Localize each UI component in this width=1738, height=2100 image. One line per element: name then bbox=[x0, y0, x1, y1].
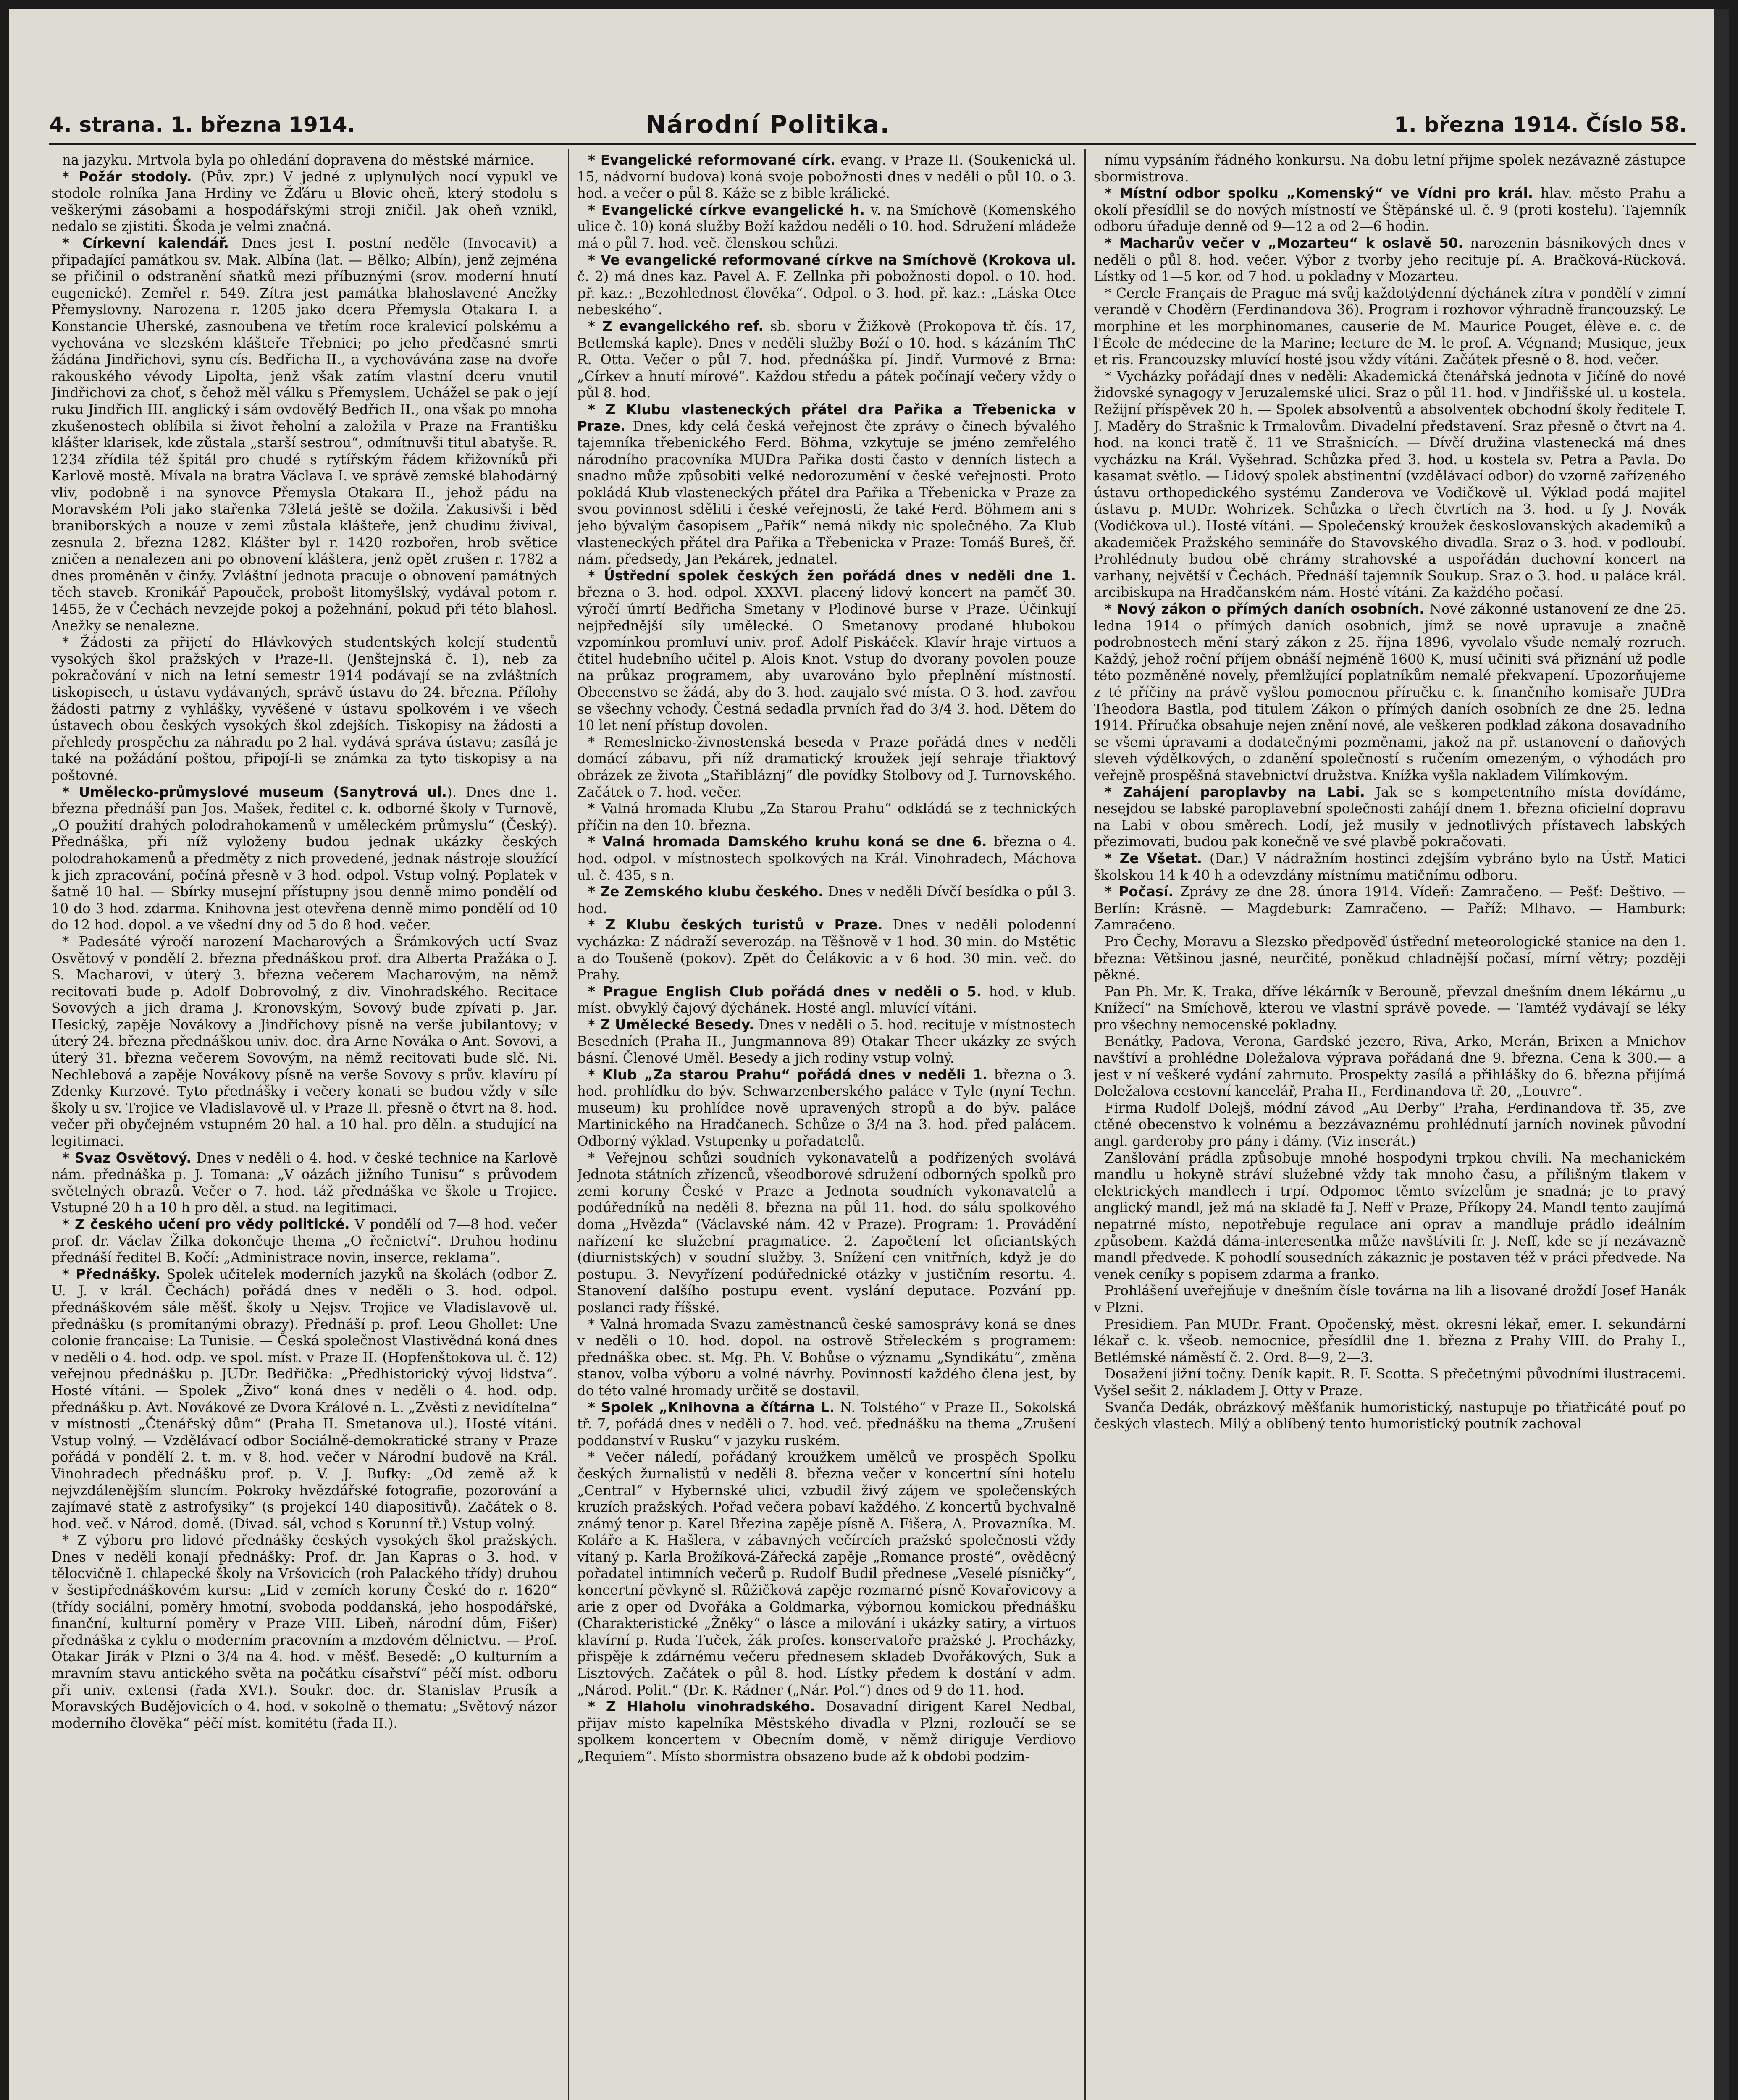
article-paragraph bbox=[1094, 185, 1686, 235]
scan-edge bbox=[1714, 9, 1729, 2100]
article-heading: * Valná hromada Damského kruhu koná se dne 6. bbox=[588, 834, 987, 850]
newspaper-page bbox=[9, 9, 1729, 2100]
article-paragraph bbox=[577, 252, 1076, 318]
article-paragraph: Zanšlování prádla způsobuje mnohé hospodyni trpkou chvíli. Na mechanickém mandlu u hokyně stráví služebné vždy tak mnoho času, a přílišným tlakem v elektrických mandlech i trpí. Odpomoc těmto svízelům je snadná; je to pravý anglický mandl, jež má na skladě fa J. Neff v Praze, Příkopy 24. Mandl tento zaujímá nepatrné místo, nepotřebuje regulace ani oprav a mandluje prádlo ideálním způsobem. Každá dáma-interesentka může navštíviti fr. J. Neff, kde se jí nezávazně mandl předvede. K pohodlí sousedních zákaznic je postaven též v práci předvede. Na venek ceníky s popisem zdarma a franko. bbox=[1094, 1150, 1686, 1282]
article-body: hlav. město Prahu a okolí přesídlil se do nových místností ve Štěpánské ul. č. 9 (proti kostelu). Tajemník odboru úřaduje denně od 9—12 a od 2—6 hodin. bbox=[1094, 185, 1686, 235]
article-paragraph bbox=[51, 1216, 557, 1266]
article-paragraph: Dosažení jižní točny. Deník kapit. R. F. Scotta. S přečetnými původními ilustracemi. Vyšel sešit 2. nákladem J. Otty v Praze. bbox=[1094, 1366, 1686, 1399]
header-date-left: 4. strana. 1. března 1914. bbox=[49, 113, 355, 137]
article-paragraph bbox=[51, 784, 557, 934]
article-paragraph bbox=[577, 202, 1076, 252]
article-heading: * Svaz Osvětový. bbox=[62, 1150, 192, 1166]
article-heading: * Ze Všetat. bbox=[1105, 850, 1202, 866]
article-paragraph bbox=[577, 884, 1076, 917]
article-heading: * Počasí. bbox=[1105, 884, 1174, 900]
article-paragraph: * Žádosti za přijetí do Hlávkových studentských kolejí studentů vysokých škol pražských v Praze-II. (Jenštejnská č. 1), neb za pokračování v nich na letní semestr 1914 podávají se na zvláštních tiskopisech, u ústavu vydávaných, správě ústavu do 24. března. Přílohy žádosti patrny z vyhlášky, vyvěšené v ústavu spolkovém i ve všech ústavech obou českých vysokých škol zdejších. Tiskopisy na žádosti a přehledy prospěchu za náhradu po 2 hal. vydává správa ústavu; zasílá je také na požádání poštou, připojí-li se známka za tyto tiskopisy a na poštovné. bbox=[51, 634, 557, 783]
article-paragraph: Pan Ph. Mr. K. Traka, dříve lékárník v Berouně, převzal dnešním dnem lékárnu „u Knížecí“ na Smíchově, kterou ve vlastní správě povede. — Tamtéž vydávají se léky pro všechny nemocenské pokladny. bbox=[1094, 983, 1686, 1033]
page-header bbox=[49, 105, 1696, 145]
article-body: Dnes jest I. postní neděle (Invocavit) a připadající památkou sv. Mak. Albína (lat. — Bělko; Albín), jenž zejména se přičinil o odstranění sňatků mezi příbuznými (srov. moderní hnutí eugenické). Zemřel r. 549. Zítra jest památka blahoslavené Anežky Přemyslovny. Narozena r. 1205 jako dcera Přemysla Otakara I. a Konstancie Uherské, zasnoubena ve třetím roce kralevicí polskému a vychována ve slezském klášteře Třebnici; po jeho předčasné smrti žádána Jindřichovi, synu cís. Bedřicha II., a vychovávána zase na dvoře rakouského vévody Lipolta, jenž však zatím vlastní dceru vnutil Jindřichovi za choť, s čehož měl válku s Přemyslem. Uchážel se pak o její ruku Jindřich III. anglický i sám ovdovělý Bedřich II., ona však po mnoha zkušenostech oblíbila si život řeholní a založila v Praze na Františku klášter klarisek, kde zůstala „starší sestrou“, odmítnuvši titul abatyše. R. 1234 zřídila též špitál pro chudé s rytířským řádem křižovníků při Karlově mostě. Mívala na bratra Václava I. ve správě zemské blahodárný vliv, podobně i na synovce Přemysla Otakara II., jehož pádu na Moravském Poli jako stařenka 73letá ještě se dožila. Zakusivši i běd braniborských a nouze v zemi zůstala klášteře, jenž chudinu živival, zesnula 2. března 1282. Klášter byl r. 1420 rozbořen, hrob světice zničen a nenalezen ani po obnovení kláštera, jenž opět zrušen r. 1782 a dnes proměněn v činžy. Zvláštní jednota pracuje o obnovení památných těch staveb. Kronikář Papouček, probošt litomyšlský, vydával potom r. 1455, že v Čechách nevzejde pokoj a požehnání, pokud při této blahosl. Anežky se nenalezne. bbox=[51, 235, 557, 634]
article-heading: * Z českého učení pro vědy politické. bbox=[62, 1216, 350, 1232]
article-paragraph: Firma Rudolf Dolejš, módní závod „Au Derby“ Praha, Ferdinandova tř. 35, zve ctěné obecenstvo k volnému a bezzávaznému prohlédnutí jarních novinek původní angl. garderoby pro pány i dámy. (Viz inserát.) bbox=[1094, 1100, 1686, 1150]
article-heading: * Prague English Club pořádá dnes v neděli o 5. bbox=[588, 983, 982, 1000]
article-body: narozenin básnikových dnes v neděli o půl 8. hod. večer. Výbor z tvorby jeho recituje pí. A. Bračková-Rücková. Lístky od 1—5 kor. od 7 hod. u pokladny v Mozarteu. bbox=[1094, 235, 1686, 285]
article-heading: * Církevní kalendář. bbox=[62, 235, 229, 251]
article-body: v. na Smíchově (Komenského ulice č. 10) koná služby Boží každou neděli o 10. hod. Sdružení mládeže má o půl 7. hod. več. členskou schůzi. bbox=[577, 202, 1076, 251]
column-right bbox=[1094, 152, 1686, 2100]
article-body: N. Tolstého“ v Praze II., Sokolská tř. 7, pořádá dnes v neděli o 7. hod. več. přednášku na thema „Zrušení poddanství v Rusku“ v jazyku ruském. bbox=[577, 1399, 1076, 1449]
article-body: Dnes v neděli Dívčí besídka o půl 3. hod. bbox=[577, 884, 1076, 916]
article-paragraph: Svanča Dedák, obrázkový měšťanik humoristický, nastupuje po třiatřicáté pouť po českých vlastech. Milý a oblíbený tento humoristický poutník zachoval bbox=[1094, 1399, 1686, 1432]
article-body: (Dar.) V nádražním hostinci zdejším vybráno bylo na Ústř. Matici školskou 14 k 40 h a odevzdány místnímu matičnímu odboru. bbox=[1094, 850, 1686, 883]
article-heading: * Ústřední spolek českých žen pořádá dnes v neděli dne 1. bbox=[588, 567, 1076, 584]
article-paragraph bbox=[1094, 235, 1686, 285]
article-paragraph bbox=[1094, 884, 1686, 934]
article-body: hod. v klub. míst. obvyklý čajový dýchánek. Hosté angl. mluvící vítáni. bbox=[577, 983, 1076, 1016]
article-paragraph bbox=[577, 402, 1076, 568]
column-divider bbox=[1084, 149, 1086, 2100]
article-paragraph bbox=[51, 1150, 557, 1216]
article-body: evang. v Praze II. (Soukenická ul. 15, nádvorní budova) koná svoje pobožnosti dnes v neděli o půl 10. o 3. hod. a večer o půl 8. Káže se z bible králické. bbox=[577, 152, 1076, 202]
article-paragraph bbox=[577, 152, 1076, 202]
column-divider bbox=[568, 149, 569, 2100]
article-paragraph: Prohlášení uveřejňuje v dnešním čísle továrna na lih a lisované droždí Josef Hanák v Plzni. bbox=[1094, 1283, 1686, 1315]
article-paragraph bbox=[51, 169, 557, 235]
article-body: Zprávy ze dne 28. února 1914. Vídeň: Zamračeno. — Pešť: Deštivo. — Berlín: Krásně. — Magdeburk: Zamračeno. — Paříž: Mlhavo. — Hamburk: Zamračeno. bbox=[1094, 884, 1686, 933]
article-heading: * Umělecko-průmyslové museum (Sanytrová ul. bbox=[62, 784, 447, 800]
article-paragraph: * Cercle Français de Prague má svůj každotýdenní dýchánek zítra v pondělí v zimní verandě v Choděrn (Ferdinandova 36). Program i rozhovor výhradně francouzský. Le morphine et les morphinomanes, causerie de M. Maurice Pouget, élève e. c. de l'École de médecine de la Marine; lecture de M. le prof. A. Végnand; Musique, jeux et ris. Francouzsky mluvící hosté jsou vždy vítáni. Začátek přesně o 8. hod. večer. bbox=[1094, 285, 1686, 368]
article-heading: * Z Hlaholu vinohradského. bbox=[588, 1698, 815, 1715]
article-body: ). Dnes dne 1. března přednáší pan Jos. Mašek, ředitel c. k. odborné školy v Turnově, „O použití drahých polodrahokamenů v uměleckém průmyslu“ (Český). Přednáška, při níž vyloženy budou jednak ukázky českých polodrahokamenů a předměty z nich provedené, jednak nástroje sloužící k jich zpracování, počíná přesně v 3 hod. odpol. Vstup volný. Poplatek v šatně 10 hal. — Sbírky musejní přístupny jsou denně mimo pondělí od 10 do 3 hod. zdarma. Knihovna jest otevřena denně mimo pondělí od 10 do 12 hod. dopol. a ve všední dny od 5 do 8 hod. večer. bbox=[51, 784, 557, 933]
article-paragraph bbox=[577, 318, 1076, 402]
article-heading: * Zahájení paroplavby na Labi. bbox=[1105, 784, 1365, 800]
article-body: Nové zákonné ustanovení ze dne 25. ledna 1914 o přímých daních osobních, jímž se nově upravuje a značně podrobnostech mění starý zákon z 25. října 1896, vyvolalo všude nemalý rozruch. Každý, jehož roční příjem obnáší nejméně 1600 K, musí učiniti svá přiznání už podle této pozměněné novely, přemlžující poplatníkům nemalé překvapení. Upozorňujeme z té příčiny na právě vyšlou pomocnou příručku c. k. finančního komisaře JUDra Theodora Bastla, pod titulem Zákon o přímých daních osobních ze dne 25. ledna 1914. Příručka obsahuje nejen znění nové, ale veškeren podklad zákona dosavadního se všemi úpravami a dodatečnými pozměnami, jakož na př. ustanovení o daňových sleveh výdělkových, o zdanění společností s ručením omezeným, o výhodách pro veřejně prospěšná stavebnictví družstva. Knížka vyšla nakladem Vilímkovým. bbox=[1094, 601, 1686, 783]
article-paragraph bbox=[1094, 850, 1686, 884]
article-body: Dnes v neděli o 5. hod. recituje v místnostech Besedních (Praha II., Jungmannova 89) Otakar Theer ukázky ze svých básní. Členové Uměl. Besedy a jich rodiny vstup volný. bbox=[577, 1016, 1076, 1066]
article-paragraph: * Z výboru pro lidové přednášky českých vysokých škol pražských. Dnes v neděli konají přednášky: Prof. dr. Jan Kapras o 3. hod. v tělocvičně I. chlapecké školy na Vršovicích (roh Palackého třídy) druhou v šestipřednáškovém kursu: „Lid v zemích koruny České do r. 1620“ (třídy sociální, poměry hmotní, svoboda poddanská, jeho hospodářské, finanční, kulturní poměry v Praze VIII. Libeň, národní dům, Fišer) přednáška z cyklu o moderním pracovním a mzdovém dělnictvu. — Prof. Otakar Jirák v Plzni o 3/4 na 4. hod. v měšť. Besedě: „O kulturním a mravním stavu antického světa na počátku císařství“ péčí míst. odboru při univ. extensi (řada XVI.). Soukr. doc. dr. Stanislav Prusík a Moravských Budějovicích o 4. hod. v sokolně o thematu: „Světový názor moderního člověka“ péčí míst. komitétu (řada II.). bbox=[51, 1532, 557, 1731]
article-heading: * Z evangelického ref. bbox=[588, 318, 764, 334]
article-paragraph: * Padesáté výročí narození Macharových a Šrámkových uctí Svaz Osvětový v pondělí 2. března přednáškou prof. dra Alberta Pražáka o J. S. Macharovi, v úterý 3. března večerem Macharovým, na němž recitovati bude p. Adolf Dobrovolný, z div. Vinohradského. Recitace Sovových a jich drama J. Kronovským, Sovový bude zpívati p. Jar. Hesický, zapěje Novákovy a Jindřichovy písně na verše jubilantovy; v úterý 24. března přednáškou univ. doc. dra Arne Nováka o Ant. Sovovi, a úterý 31. března večerem Sovovým, na němž recitovati bude slč. Ni. Nechlebová a zapěje Novákovy písně na verše Sovovy s prův. klavíru pí Zdenky Kurzové. Tyto přednášky i večery konati se budou vždy v síle školy u sv. Trojice ve Vladislavově ul. v Praze II. přesně o čtvrt na 8. hod. večer při obyčejném vstupném 20 hal. a 10 hal. pro děln. a studující na legitimaci. bbox=[51, 933, 557, 1150]
article-paragraph bbox=[577, 1698, 1076, 1765]
article-body: března o 3. hod. prohlídku do býv. Schwarzenberského paláce v Tyle (nyní Techn. museum) ku prohlídce nově upravených stropů a do býv. paláce Martinického na Hradčanech. Schůze o 3/4 na 3. hod. před palácem. Odborný výklad. Vstupenky u pořadatelů. bbox=[577, 1066, 1076, 1150]
article-body: sb. sboru v Žižkově (Prokopova tř. čís. 17, Betlemská kaple). Dnes v neděli služby Boží o 10. hod. s kázáním ThC R. Otta. Večer o půl 7. hod. přednáška pí. Jindř. Vurmové z Brna: „Církev a hnutí mírové“. Každou středu a pátek počínají večery vždy o půl 8. hod. bbox=[577, 318, 1076, 401]
article-paragraph bbox=[51, 235, 557, 634]
article-heading: * Klub „Za starou Prahu“ pořádá dnes v neděli 1. bbox=[588, 1066, 987, 1083]
article-paragraph: * Večer náledí, pořádaný kroužkem umělců ve prospěch Spolku českých žurnalistů v neděli 8. března večer v koncertní síni hotelu „Central“ v Hybernské ulici, vzbudil živý zájem ve společenských kruzích pražských. Pořad večera pobaví každého. Z koncertů bychvalně známý tenor p. Karel Březina zapěje písně A. Fišera, A. Provazníka. M. Koláře a K. Hašlera, v zábavných večírcích pražské společnosti vždy vítaný p. Karla Brožíková-Zářecká zapěje „Romance prosté“, ověděcný pořadatel intimních večerů p. Rudolf Budil přednese „Veselé písničky“, koncertní pěvkyně sl. Růžičková zapěje rozmarné písně Kovařovicovy a arie z oper od Dvořáka a Goldmarka, výbornou komickou přednášku (Charakteristické „Žněky“ o lásce a milování i ukázky satiry, a virtuos klavírní p. Ruda Tuček, žák profes. konservatoře pražské J. Procházky, přispěje k zdárnému večeru přednesem skladeb Dvořákových, Suk a Lisztových. Začátek o půl 8. hod. Lístky předem k dostání v adm. „Národ. Polit.“ (Dr. K. Rádner („Nár. Pol.“) dnes od 9 do 11. hod. bbox=[577, 1449, 1076, 1698]
article-paragraph: * Veřejnou schůzi soudních vykonavatelů a podřízených svolává Jednota státních zřízenců, všeodborové sdružení odborných spolků pro zemi koruny České v Praze a Jednota soudních vykonavatelů a podúředníků na neděli 8. března na půl 11. hod. do sálu spolkového doma „Hvězda“ (Václavské nám. 42 v Praze). Program: 1. Provádění nařízení ke služební pragmatice. 2. Započtení let oficiantských (diurnistských) v soudní služby. 3. Snížení cen vnitřních, když je do postupu. 3. Nevyřízení podúřednické otázky v justičním resortu. 4. Stanovení dalšího postupu event. vyslání deputace. Pozvání pp. poslanci rady říšské. bbox=[577, 1150, 1076, 1315]
article-paragraph bbox=[577, 917, 1076, 983]
article-paragraph: * Valná hromada Klubu „Za Starou Prahu“ odkládá se z technických příčin na den 10. března. bbox=[577, 801, 1076, 833]
column-left bbox=[51, 152, 557, 2100]
article-body: (Pův. zpr.) V jedné z uplynulých nocí vypukl ve stodole rolníka Jana Hrdiny ve Žďáru u Blovic oheň, který stodolu s veškerými zásobami a hospodářskými stroji zničil. Jak oheň vznikl, nedalo se zjistiti. Škoda je velmi značná. bbox=[51, 168, 557, 235]
article-heading: * Evangelické reformované círk. bbox=[588, 152, 836, 168]
article-paragraph bbox=[577, 1067, 1076, 1150]
article-paragraph: * Vycházky pořádají dnes v neděli: Akademická čtenářská jednota v Jičíně do nové židovské synagogy v Jeruzalemské ulici. Sraz o půl 11. hod. v Jindřišské ul. u kostela. Režijní příspěvek 20 h. — Spolek absolventů a absolventek obchodní školy ředitele T. J. Maděry do Strašnic k Trmalovům. Divadelní představení. Sraz přesně o čtvrt na 4. hod. na konci tratě č. 11 ve Strašnicích. — Dívčí družina vlastenecká má dnes vycházku na Král. Vyšehrad. Schůzka před 3. hod. u kostela sv. Petra a Pavla. Do kasamat světlo. — Lidový spolek abstinentní (vzdělávací odbor) do vzorně zařízeného ústavu orthopedického systému Zanderova ve Vodičkově ul. Výklad podá majitel ústavu p. MUDr. Wohrizek. Schůzka o třech čtvrtích na 3. hod. u fy J. Novák (Vodičkova ul.). Hosté vítáni. — Společenský kroužek českoslovanských akademiků a akademiček Pražského semináře do Stavovského divadla. Sraz o 3. hod. v podloubí. Prohlédnuty budou obě chrámy strahovské a uspořádán duchovní koncert na varhany, největší v Čechách. Přednáší tajemník Soukup. Sraz o 3. hod. u paláce král. arcibiskupa na Hradčanském nám. Hosté vítáni. Za každého počasí. bbox=[1094, 368, 1686, 601]
article-paragraph: nímu vypsáním řádného konkursu. Na dobu letní přijme spolek nezávazně zástupce sbormistrova. bbox=[1094, 152, 1686, 185]
article-paragraph bbox=[577, 1399, 1076, 1449]
article-paragraph: * Remeslnicko-živnostenská beseda v Praze pořádá dnes v neděli domácí zábavu, při níž dramatický kroužek její sehraje třiaktový obrázek ze života „Stařibláznj“ dle povídky Stolbovy od J. Turnovského. Začátek o 7. hod. večer. bbox=[577, 734, 1076, 800]
newspaper-title: Národní Politika. bbox=[646, 110, 890, 139]
article-paragraph: Pro Čechy, Moravu a Slezsko předpověď ústřední meteorologické stanice na den 1. března: Většinou jasné, neurčité, poněkud chladnější počasí, mírní větry; později pěkné. bbox=[1094, 933, 1686, 983]
article-paragraph bbox=[1094, 784, 1686, 850]
article-body: března o 4. hod. odpol. v místnostech spolkových na Král. Vinohradech, Máchova ul. č. 435, s n. bbox=[577, 834, 1076, 883]
article-heading: * Ve evangelické reformované církve na Smíchově (Krokova ul. bbox=[588, 252, 1076, 268]
article-body: Dnes, kdy celá česká veřejnost čte zprávy o činech bývalého tajemníka třebenického Ferd. Böhma, vzkytuje se jméno zemřelého národního pracovníka MUDra Pařika dosti často v denních listech a snadno může způsobiti velké nedorozumění v české veřejnosti. Proto pokládá Klub vlasteneckých přátel dra Pařika a Třebenicka v Praze za svou povinnost sděliti i české veřejnosti, že také Ferd. Böhmem ani s jeho bývalým časopisem „Pařík“ nemá nikdy nic společného. Za Klub vlasteneckých přátel dra Pařika a Třebenicka v Praze: Tomáš Bureš, čř. nám. předsedy, Jan Pekárek, jednatel. bbox=[577, 418, 1076, 567]
article-heading: * Z Klubu českých turistů v Praze. bbox=[588, 917, 883, 933]
article-body: Spolek učitelek moderních jazyků na školách (odbor Z. U. J. v král. Čechách) pořádá dnes v neděli o 3. hod. odpol. přednáškovém sále měšť. školy u Nejsv. Trojice ve Vladislavově ul. přednášku (s promítanými obrazy). Přednáší p. prof. Leou Ghollet: Une colonie francaise: La Tunisie. — Česká společnost Vlastivědná koná dnes v neděli o 4. hod. odp. ve spol. míst. v Praze II. (Hopfenštokova ul. č. 12) veřejnou přednášku p. JUDr. Bedřička: „Předhistorický vývoj lidstva“. Hosté vítáni. — Spolek „Živo“ koná dnes v neděli o 4. hod. odp. přednášku p. Avt. Novákové ze Dvora Králové n. L. „Zvěsti z nevidítelna“ v místnosti „Čtenářský dům“ (Praha II. Smetanova ul.). Hosté vítáni. Vstup volný. — Vzdělávací odbor Sociálně-demokratické strany v Praze pořádá v pondělí 2. t. m. v 8. hod. večer v Národní budově na Král. Vinohradech přednášku prof. p. V. J. Bufky: „Od země až k nejvzdálenějším sluncím. Pokroky hvězdářské fotografie, pozorování a zajímavé statě z astrofysiky“ (s projekcí 140 diapositivů). Začátek o 8. hod. več. v Národ. domě. (Divad. sál, vchod s Korunní tř.) Vstup volný. bbox=[51, 1266, 557, 1532]
article-heading: * Z Klubu vlasteneckých přátel dra Pařika a Třebenicka v Praze. bbox=[577, 401, 1076, 434]
article-heading: * Evangelické církve evangelické h. bbox=[588, 202, 865, 218]
article-heading: * Přednášky. bbox=[62, 1266, 160, 1282]
article-paragraph bbox=[577, 568, 1076, 734]
article-paragraph: Presidiem. Pan MUDr. Frant. Opočenský, měst. okresní lékař, emer. I. sekundární lékař c. k. všeob. nemocnice, přesídlil dne 1. března z Prahy VIII. do Prahy I., Betlémské náměstí č. 2. Ord. 8—9, 2—3. bbox=[1094, 1316, 1686, 1365]
article-body: Jak se s kompetentního místa dovídáme, nesejdou se labské paroplavební společnosti zahájí dnem 1. března oficielní dopravu na Labi v obou směrech. Lodí, jež musily v jednotlivých přístavech labských přezimovati, budou pak konečně ve své plavbě pokračovati. bbox=[1094, 784, 1686, 850]
article-heading: * Spolek „Knihovna a čítárna L. bbox=[588, 1399, 835, 1415]
article-heading: * Místní odbor spolku „Komenský“ ve Vídni pro král. bbox=[1105, 185, 1533, 202]
article-paragraph: Benátky, Padova, Verona, Gardské jezero, Riva, Arko, Merán, Brixen a Mnichov navštíví a prohlédne Doležalova výprava pořádaná dne 9. března. Cena k 300.— a jest v ní veškeré vydání zahrnuto. Prospekty zasílá a přihlášky do 6. března přijímá Doležalova cestovní kancelář, Praha II., Ferdinandova tř. 20, „Louvre“. bbox=[1094, 1033, 1686, 1100]
article-heading: * Z Umělecké Besedy. bbox=[588, 1016, 754, 1033]
header-issue-number: 1. března 1914. Číslo 58. bbox=[1394, 113, 1687, 137]
article-paragraph bbox=[1094, 601, 1686, 784]
column-middle bbox=[577, 152, 1076, 2100]
article-paragraph: na jazyku. Mrtvola byla po ohledání dopravena do městské márnice. bbox=[62, 152, 535, 168]
article-body: Dnes v neděli polodenní vycházka: Z nádraží severozáp. na Těšnově v 1 hod. 30 min. do Mstětic a do Toušeně (pokov). Zpět do Čelákovic a v 6 hod. 30 min. več. do Prahy. bbox=[577, 917, 1076, 983]
article-body: č. 2) má dnes kaz. Pavel A. F. Zellnka při pobožnosti dopol. o 10. hod. př. kaz.: „Bezohlednost člověka“. Odpol. o 3. hod. př. kaz.: „Láska Otce nebeského“. bbox=[577, 268, 1076, 318]
article-paragraph bbox=[51, 1266, 557, 1533]
article-body: března o 3. hod. odpol. XXXVI. placený lidový koncert na paměť 30. výročí úmrtí Bedřicha Smetany v Plodinové burse v Praze. Účinkují nejpřednější síly umělecké. O Smetanovy prodané hlubokou vzpomínkou promluví univ. prof. Adolf Piskáček. Klavír hraje virtuos a čtitel hudebního učitel p. Alois Knot. Vstup do dvorany povolen pouze na průkaz programem, aby uvarováno bylo přeplnění místností. Obecenstvo se žádá, aby do 3. hod. zaujalo své místa. O 3. hod. zavřou se všechny vchody. Čestná sedadla prvních řad do 3/4 3. hod. Dětem do 10 let není přístup dovolen. bbox=[577, 584, 1076, 734]
article-body: Dnes v neděli o 4. hod. v české technice na Karlově nám. přednáška p. J. Tomana: „V oázách jižního Tunisu“ s průvodem světelných obrazů. Večer o 7. hod. táž přednáška ve škole u Trojice. Vstupné 20 h a 10 h pro děl. a stud. na legitimaci. bbox=[51, 1150, 557, 1216]
article-heading: * Macharův večer v „Mozarteu“ k oslavě 50. bbox=[1105, 235, 1463, 251]
article-heading: * Ze Zemského klubu českého. bbox=[588, 884, 824, 900]
article-paragraph bbox=[577, 1017, 1076, 1067]
article-paragraph: * Valná hromada Svazu zaměstnanců české samosprávy koná se dnes v neděli o 10. hod. dopol. na ostrově Střeleckém s programem: přednáška obec. st. Mg. Ph. V. Bohůse o významu „Syndikátu“, změna stanov, volba výboru a volné návrhy. Povinností každého člena jest, by do této valné hromady určitě se dostavil. bbox=[577, 1316, 1076, 1399]
article-heading: * Nový zákon o přímých daních osobních. bbox=[1105, 601, 1425, 617]
article-body: Dosavadní dirigent Karel Nedbal, přijav místo kapelníka Městského divadla v Plzni, rozloučí se se spolkem koncertem v Obecním domě, v němž diriguje Verdiovo „Requiem“. Místo sbormistra obsazeno bude až k obdobi podzim- bbox=[577, 1698, 1076, 1764]
article-heading: * Požár stodoly. bbox=[62, 168, 192, 185]
article-body: V pondělí od 7—8 hod. večer prof. dr. Václav Žilka dokončuje thema „O řečnictví“. Druhou hodinu přednáší ředitel B. Kočí: „Administrace novin, inserce, reklama“. bbox=[51, 1216, 557, 1266]
article-paragraph bbox=[577, 834, 1076, 884]
article-paragraph bbox=[577, 984, 1076, 1017]
